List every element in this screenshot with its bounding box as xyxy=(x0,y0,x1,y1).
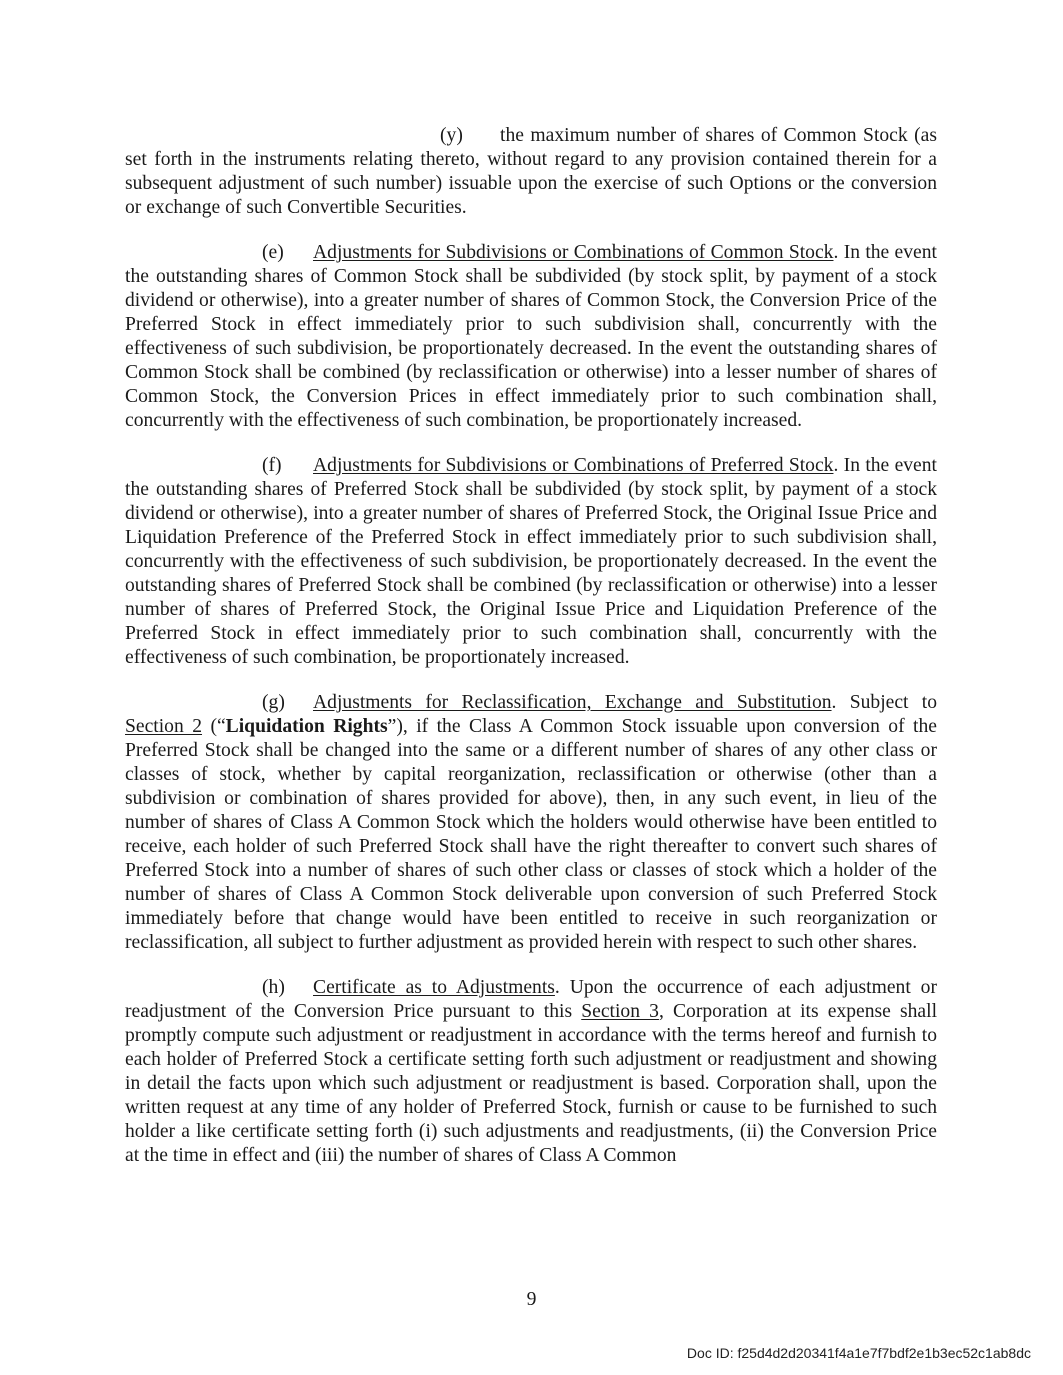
document-body xyxy=(125,124,937,1189)
paragraph-text: ”), if the Class A Common Stock issuable upon conversion of the Preferred Stock shall be changed into the same or a different number of shares of any other class or classes of stock, whether by capital reorganization, reclassification or otherwise (other than a subdivision or combination of shares provided for above), then, in any such event, in lieu of the number of shares of Class A Common Stock which the holders would otherwise have been entitled to receive, each holder of such Preferred Stock shall have the right thereafter to convert such shares of Preferred Stock into a number of shares of such other class or classes of stock which a holder of the number of shares of Class A Common Stock deliverable upon conversion of such Preferred Stock immediately before that change would have been entitled to receive in such reorganization or reclassification, all subject to further adjustment as provided herein with respect to such other shares. xyxy=(125,716,937,953)
paragraph-label: (y) xyxy=(440,125,463,146)
page-number: 9 xyxy=(526,1289,537,1310)
paragraph-text: . In the event the outstanding shares of Preferred Stock shall be subdivided (by stock split, by payment of a stock dividend or otherwise), into a greater number of shares of Preferred Stock, the Original Issue Price and Liquidation Preference of the Preferred Stock in effect immediately prior to such subdivision shall, concurrently with the effectiveness of such subdivision, be proportionately decreased. In the event the outstanding shares of Preferred Stock shall be combined (by reclassification or otherwise) into a lesser number of shares of Preferred Stock, the Original Issue Price and Liquidation Preference of the Preferred Stock in effect immediately prior to such combination shall, concurrently with the effectiveness of such combination, be proportionately increased. xyxy=(125,455,937,668)
paragraph-h xyxy=(125,976,937,1168)
paragraph-text: (“ xyxy=(202,716,226,737)
paragraph-label: (e) xyxy=(262,242,284,263)
paragraph-text: . Upon the occurrence of each adjustment or readjustment of the Conversion Price pursuant to this xyxy=(125,977,938,1022)
doc-id: Doc ID: f25d4d2d20341f4a1e7f7bdf2e1b3ec52c1ab8dc xyxy=(686,1345,1031,1361)
paragraph-g xyxy=(125,691,937,955)
section-heading: Adjustments for Subdivisions or Combinations of Preferred Stock xyxy=(313,455,834,476)
section-heading: Certificate as to Adjustments xyxy=(313,977,555,998)
paragraph-label: (f) xyxy=(262,455,282,476)
paragraph-label: (h) xyxy=(262,977,285,998)
paragraph-text: , Corporation at its expense shall promptly compute such adjustment or readjustment in accordance with the terms hereof and furnish to each holder of Preferred Stock a certificate setting forth such adjustment or readjustment and showing in detail the facts upon which such adjustment or readjustment is based. Corporation shall, upon the written request at any time of any holder of Preferred Stock, furnish or cause to be furnished to such holder a like certificate setting forth (i) such adjustments and readjustments, (ii) the Conversion Price at the time in effect and (iii) the number of shares of Class A Common xyxy=(125,1001,938,1166)
paragraph-y xyxy=(125,124,937,220)
section-heading: Adjustments for Reclassification, Exchange and Substitution xyxy=(313,692,832,713)
paragraph-label: (g) xyxy=(262,692,285,713)
section-heading: Adjustments for Subdivisions or Combinations of Common Stock xyxy=(313,242,834,263)
paragraph-text: . Subject to xyxy=(831,692,937,713)
paragraph-e xyxy=(125,241,937,433)
paragraph-text: . In the event the outstanding shares of Common Stock shall be subdivided (by stock split, by payment of a stock dividend or otherwise), into a greater number of shares of Common Stock, the Conversion Price of the Preferred Stock in effect immediately prior to such subdivision shall, concurrently with the effectiveness of such subdivision, be proportionately decreased. In the event the outstanding shares of Common Stock shall be combined (by reclassification or otherwise) into a lesser number of shares of Common Stock, the Conversion Prices in effect immediately prior to such combination shall, concurrently with the effectiveness of such combination, be proportionately increased. xyxy=(125,242,937,431)
paragraph-f xyxy=(125,454,937,670)
defined-term: Liquidation Rights xyxy=(225,716,388,737)
paragraph-text: the maximum number of shares of Common Stock (as set forth in the instruments relating thereto, without regard to any provision contained therein for a subsequent adjustment of such number) issuable upon the exercise of such Options or the conversion or exchange of such Convertible Securities. xyxy=(125,125,937,218)
section-reference: Section 3 xyxy=(581,1001,659,1022)
section-reference: Section 2 xyxy=(125,716,203,737)
